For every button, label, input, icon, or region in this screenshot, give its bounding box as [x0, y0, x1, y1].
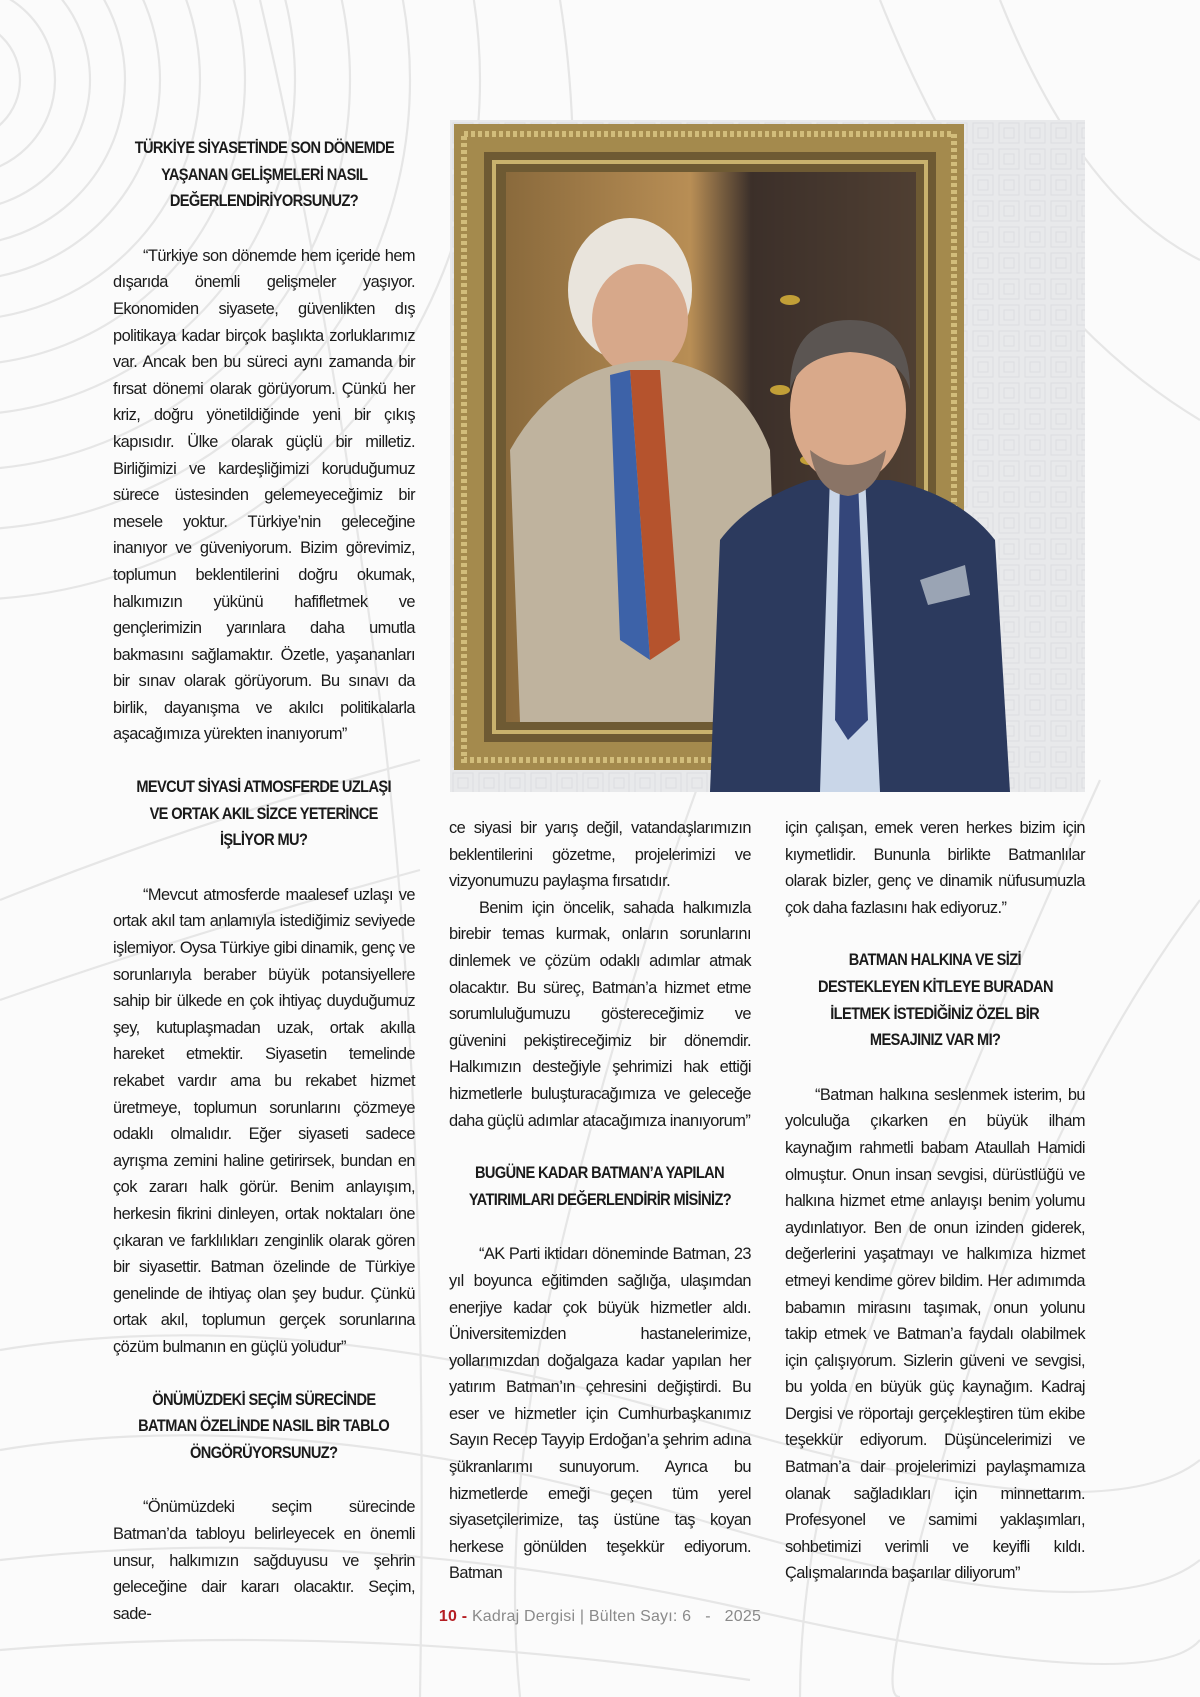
question-line: İLETMEK İSTEDİĞİNİZ ÖZEL BİR	[830, 1003, 1040, 1023]
article-column-3	[785, 815, 1085, 1587]
answer-paragraph: “Batman halkına seslenmek isterim, bu yolculuğa çıkarken en büyük ilham kaynağım rahmetli babam Ataullah Hamidi olmuştur. Onun insan sevgisi, dürüstlüğü ve halkına hizmet etme anlayışı benim yolumu aydınlatıyor. Ben de onun izinden giderek, değerlerini yaşatmayı ve halkımıza hizmet etmeyi kendime görev bildim. Her adımımda babamın mirasını taşımak, onun yolunu takip etmek ve Batman’a faydalı olabilmek için çalışıyorum. Sizlerin güveni ve sevgisi, bu yolda en büyük güç kaynağım. Kadraj Dergisi ve röportajı gerçekleştiren tüm ekibe teşekkür ediyorum. Düşüncelerimizi ve Batman’a dair projelerimizi paylaşmamıza olanak sağladıkları için minnettarım. Profesyonel ve samimi yaklaşımları, sohbetimizi verimli ve keyifli kıldı. Çalışmalarında başarılar diliyorum”	[785, 1085, 1085, 1583]
answer-paragraph: “Türkiye son dönemde hem içeride hem dışarıda önemli gelişmeler yaşıyor. Ekonomiden siyasete, güvenlikten dış politikaya kadar birçok başlıkta zorluklarımız var. Ancak ben bu süreci aynı zamanda bir fırsat dönemi olarak görüyorum. Çünkü her kriz, doğru yönetildiğinde yeni bir çıkış kapısıdır. Ülke olarak güçlü bir milletiz. Birliğimizi ve kardeşliğimizi koruduğumuz sürece üstesinden gelemeyeceğimiz bir mesele yoktur. Türkiye’nin geleceğine inanıyor ve güveniyorum. Bizim görevimiz, toplumun beklentilerini doğru okumak, halkımızın yükünü hafifletmek ve gençlerimizin yarınlara daha umutla bakmasını sağlamaktır. Özetle, yaşananları bir sınav olarak görüyorum. Bu sınavı da birlik, dayanışma ve akılcı politikalarla aşacağımıza yürekten inanıyorum”	[113, 246, 415, 744]
page-footer	[0, 1608, 1200, 1626]
answer-paragraph: “Önümüzdeki seçim sürecinde Batman’da tabloyu belirleyecek en önemli unsur, halkımızın sağduyusu ve şehrin geleceğine dair kararı olacaktır. Seçim, sade-	[113, 1498, 415, 1623]
question-heading	[113, 774, 415, 854]
question-line: BUGÜNE KADAR BATMAN’A YAPILAN	[475, 1163, 725, 1183]
question-heading	[449, 1160, 751, 1213]
question-line: DESTEKLEYEN KİTLEYE BURADAN	[817, 976, 1053, 996]
question-line: MESAJINIZ VAR MI?	[869, 1030, 1001, 1050]
answer-paragraph: “Mevcut atmosferde maalesef uzlaşı ve ortak akıl tam anlamıyla istediğimiz seviyede işlemiyor. Oysa Türkiye gibi dinamik, genç ve sorunlarıyla beraber büyük potansiyellere sahip bir ülkede en çok ihtiyaç duyduğumuz şey, kutuplaşmadan uzak, ortak akılla hareket etmektir. Siyasetin temelinde rekabet vardır ama bu rekabet hizmet üretmeye, toplumun sorunlarını çözmeye odaklı olmalıdır. Eğer siyaseti sadece ayrışma zemini haline getirirsek, bundan en çok zararı halk görür. Benim anlayışım, herkesin fikrini dinleyen, ortak noktaları öne çıkaran ve farklılıkları zenginlik olarak gören bir siyasettir. Batman özelinde de Türkiye genelinde de ihtiyaç olan şey budur. Çünkü ortak akıl, toplumun gerçek sorunlarına çözüm bulmanın en güçlü yoludur”	[113, 885, 415, 1356]
answer-paragraph: Benim için öncelik, sahada halkımızla birebir temas kurmak, onların sorunlarını dinlemek ve çözüm odaklı adımlar atmak olacaktır. Bu süreç, Batman’a hizmet etme sorumluluğumuzu göstereceğimiz ve güvenini pekiştireceğimiz bir dönemdir. Halkımızın desteğiyle şehrimizi hak ettiği hizmetlerle buluşturacağımıza ve geleceğe daha güçlü adımlar atacağımıza inanıyorum”	[449, 898, 751, 1130]
question-line: MEVCUT SİYASİ ATMOSFERDE UZLAŞI	[136, 777, 392, 797]
page-number: 10	[438, 1608, 458, 1625]
photo-illustration	[450, 120, 1085, 792]
question-heading	[785, 947, 1085, 1053]
question-line: YATIRIMLARI DEĞERLENDİRİR MİSİNİZ?	[468, 1189, 732, 1209]
answer-paragraph-continued: ce siyasi bir yarış değil, vatandaşlarımızın beklentilerini gözetme, projelerimizi ve vizyonumuzu paylaşma fırsatıdır.	[449, 819, 751, 891]
question-line: ÖNGÖRÜYORSUNUZ?	[190, 1442, 338, 1462]
question-line: VE ORTAK AKIL SİZCE YETERİNCE	[149, 803, 379, 823]
question-line: YAŞANAN GELİŞMELERİ NASIL	[160, 164, 368, 184]
answer-paragraph-continued: için çalışan, emek veren herkes bizim için kıymetlidir. Bununla birlikte Batmanlılar olarak bizler, genç ve dinamik nüfusumuzla çok daha fazlasını hak ediyoruz.”	[785, 819, 1085, 917]
interview-photo	[450, 120, 1085, 792]
question-heading	[113, 135, 415, 215]
question-line: DEĞERLENDİRİYORSUNUZ?	[169, 191, 359, 211]
question-line: TÜRKİYE SİYASETİNDE SON DÖNEMDE	[134, 138, 394, 157]
article-column-1	[113, 135, 415, 1627]
question-line: ÖNÜMÜZDEKİ SEÇİM SÜRECİNDE	[152, 1389, 376, 1409]
article-column-2	[449, 815, 751, 1587]
question-line: İŞLİYOR MU?	[220, 830, 308, 850]
page-number-separator: -	[461, 1608, 468, 1625]
answer-paragraph: “AK Parti iktidarı döneminde Batman, 23 yıl boyunca eğitimden sağlığa, ulaşımdan enerjiye kadar çok büyük hizmetler aldı. Üniversitemizden hastanelerimize, yollarımızdan doğalgaza kadar yapılan her yatırım Batman’ın çehresini değiştirdi. Bu eser ve hizmetler için Cumhurbaşkanımız Sayın Recep Tayyip Erdoğan’a şehrim adına şükranlarımı sunuyorum. Ayrıca bu hizmetlerde emeği geçen tüm yerel siyasetçilerimize, taş üstüne taş koyan herkese gönülden teşekkür ediyorum. Batman	[449, 1245, 751, 1583]
publication-info: Kadraj Dergisi | Bülten Sayı: 6 - 2025	[471, 1608, 762, 1625]
question-line: BATMAN ÖZELİNDE NASIL BİR TABLO	[138, 1416, 390, 1436]
question-line: BATMAN HALKINA VE SİZİ	[848, 950, 1022, 970]
question-heading	[113, 1387, 415, 1467]
